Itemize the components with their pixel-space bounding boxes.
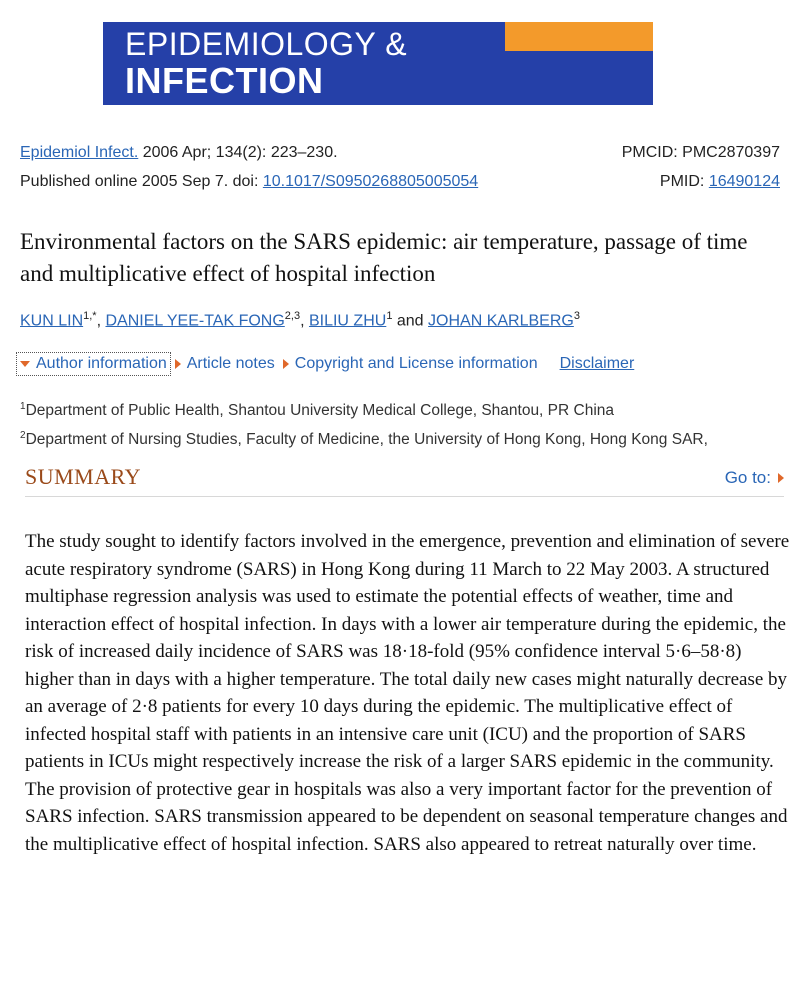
journal-logo-banner	[103, 22, 653, 105]
affiliation-2	[20, 430, 708, 449]
affiliation-1	[20, 401, 614, 420]
author-list	[20, 310, 580, 330]
pmcid: PMCID: PMC2870397	[621, 144, 780, 161]
summary-heading: SUMMARY	[25, 464, 141, 489]
logo-line-2: INFECTION	[125, 60, 324, 101]
author-affiliation-ref: 1,*	[83, 310, 97, 322]
caret-right-icon	[175, 359, 181, 369]
author-separator: ,	[300, 312, 309, 330]
pmid	[660, 173, 780, 191]
journal-link[interactable]: Epidemiol Infect.	[20, 144, 139, 161]
affiliation-number: 2	[20, 430, 26, 441]
caret-right-icon	[283, 359, 289, 369]
logo-line-1: EPIDEMIOLOGY &	[125, 26, 408, 62]
section-divider	[25, 496, 784, 497]
pmid-label: PMID:	[659, 173, 709, 190]
affiliation-text: Department of Nursing Studies, Faculty of Medicine, the University of Hong Kong, Hong Kong SAR,	[25, 431, 708, 449]
author-link[interactable]: DANIEL YEE-TAK FONG	[105, 312, 285, 330]
author-link[interactable]: BILIU ZHU	[308, 312, 387, 330]
copyright-toggle[interactable]: Copyright and License information	[294, 355, 538, 372]
author-link[interactable]: KUN LIN	[20, 312, 84, 330]
article-title: Environmental factors on the SARS epidemic: air temperature, passage of time and multiplicative effect of hospital infection	[20, 229, 748, 286]
disclaimer-link[interactable]: Disclaimer	[559, 355, 635, 372]
affiliation-text: Department of Public Health, Shantou University Medical College, Shantou, PR China	[25, 402, 615, 420]
pmid-link[interactable]: 16490124	[708, 173, 780, 190]
article-notes-toggle[interactable]: Article notes	[186, 355, 275, 372]
doi-link[interactable]: 10.1017/S0950268805005054	[262, 173, 479, 190]
citation-row	[20, 144, 780, 162]
author-separator: ,	[96, 312, 106, 330]
author-affiliation-ref: 2,3	[284, 310, 301, 322]
author-link[interactable]: JOHAN KARLBERG	[428, 312, 574, 330]
article-info-bar	[16, 352, 634, 376]
author-information-label: Author information	[36, 355, 167, 372]
caret-right-icon	[778, 473, 784, 483]
abstract-text: The study sought to identify factors involved in the emergence, prevention and elimination of severe acute respiratory syndrome (SARS) in Hong Kong during 11 March to 22 May 2003. A structured multiphase regression analysis was used to estimate the potential effects of weather, time and interaction effect of hospital infection. In days with a lower air temperature during the epidemic, the risk of increased daily incidence of SARS was 18·18-fold (95% confidence interval 5·6–58·8) higher than in days with a higher temperature. The total daily new cases might naturally decrease by an average of 2·8 patients for every 10 days during the epidemic. The multiplicative effect of infected hospital staff with patients in an intensive care unit (ICU) and the proportion of SARS patients in ICUs might respectively increase the risk of a larger SARS epidemic in the community. The provision of protective gear in hospitals was also a very important factor for the prevention of SARS infection. SARS transmission appeared to be dependent on seasonal temperature changes and the multiplicative effect of hospital infection. SARS also appeared to retreat naturally over time.	[25, 531, 790, 855]
author-separator: and	[392, 312, 429, 330]
author-affiliation-ref: 1	[386, 310, 393, 322]
goto-label: Go to:	[724, 468, 771, 487]
affiliation-number: 1	[20, 401, 26, 412]
author-information-toggle[interactable]	[16, 352, 171, 376]
logo-accent-bar	[505, 22, 653, 51]
author-affiliation-ref: 3	[573, 310, 580, 322]
publication-row	[20, 173, 780, 191]
caret-down-icon	[20, 361, 30, 367]
goto-menu[interactable]	[725, 468, 784, 488]
published-date: Published online 2005 Sep 7. doi:	[20, 173, 263, 190]
citation-details: 2006 Apr; 134(2): 223–230.	[138, 144, 338, 161]
